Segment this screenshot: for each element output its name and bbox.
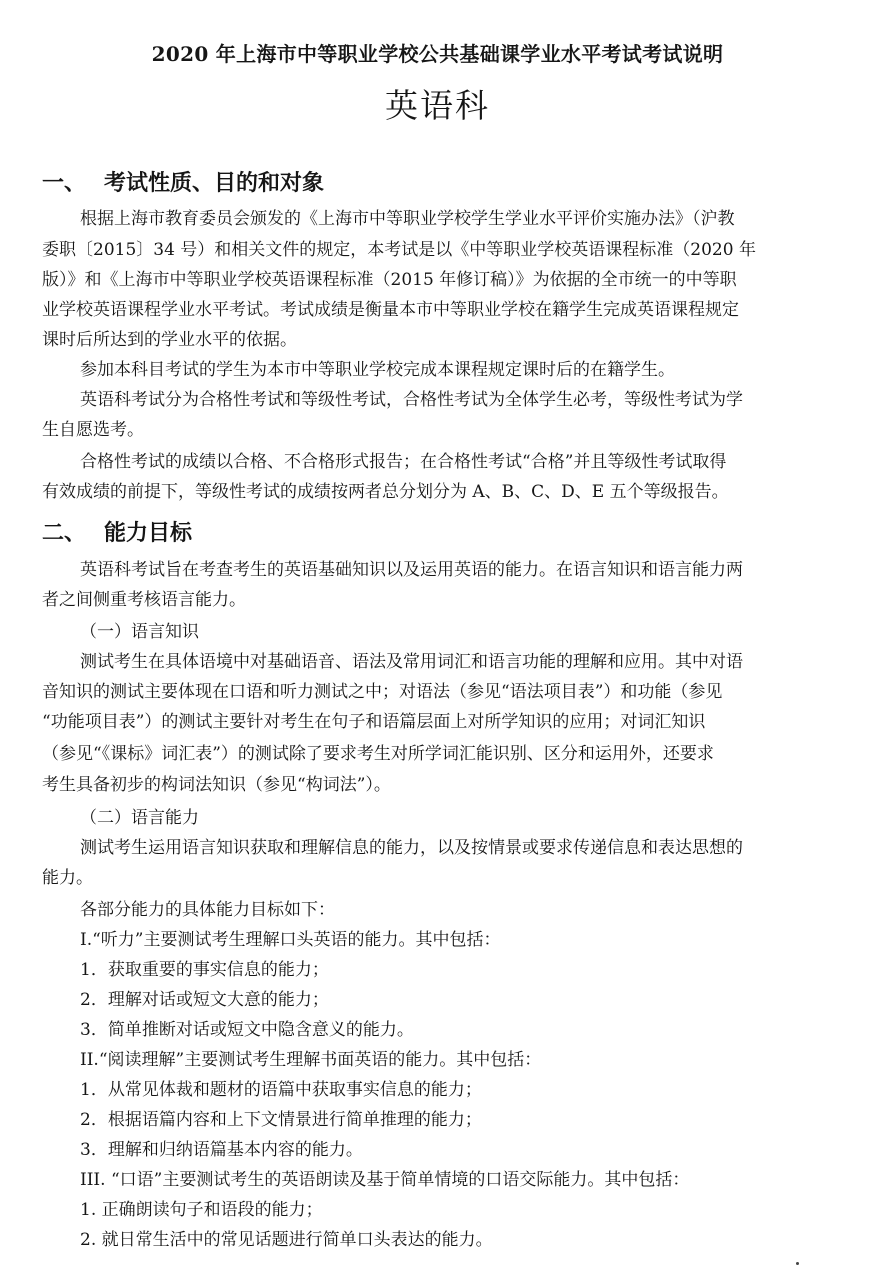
paragraph-line: 委职〔2015〕34 号）和相关文件的规定，本考试是以《中等职业学校英语课程标准（2020 年	[42, 240, 756, 260]
list-item: 1．获取重要的事实信息的能力；	[80, 960, 329, 980]
paragraph-line: 测试考生在具体语境中对基础语音、语法及常用词汇和语言功能的理解和应用。其中对语	[80, 652, 743, 672]
paragraph-line: 合格性考试的成绩以合格、不合格形式报告；在合格性考试“合格”并且等级性考试取得	[80, 452, 727, 472]
paragraph-line: （参见“《课标》词汇表”）的测试除了要求考生对所学词汇能识别、区分和运用外，还要求	[42, 744, 714, 764]
paragraph-line: 课时后所达到的学业水平的依据。	[42, 330, 297, 350]
section-1-heading	[42, 166, 324, 197]
list-item: 2. 就日常生活中的常见话题进行简单口头表达的能力。	[80, 1230, 493, 1250]
list-item: 2．根据语篇内容和上下文情景进行简单推理的能力；	[80, 1110, 482, 1130]
paragraph-line: “功能项目表”）的测试主要针对考生在句子和语篇层面上对所学知识的应用；对词汇知识	[42, 712, 706, 732]
list-item: 3．理解和归纳语篇基本内容的能力。	[80, 1140, 363, 1160]
paragraph-line: 英语科考试旨在考查考生的英语基础知识以及运用英语的能力。在语言知识和语言能力两	[80, 560, 743, 580]
list-item: 1．从常见体裁和题材的语篇中获取事实信息的能力；	[80, 1080, 482, 1100]
paragraph-line: 各部分能力的具体能力目标如下：	[80, 900, 335, 920]
section-1-number: 一、	[42, 170, 87, 196]
paragraph-line: 根据上海市教育委员会颁发的《上海市中等职业学校学生学业水平评价实施办法》（沪教	[80, 209, 735, 229]
page-mark	[796, 1262, 799, 1265]
section-1-title: 考试性质、目的和对象	[104, 170, 325, 196]
document-title: 2020 年上海市中等职业学校公共基础课学业水平考试考试说明	[151, 42, 724, 66]
paragraph-line: 版）》和《上海市中等职业学校英语课程标准（2015 年修订稿）》为依据的全市统一的中等职	[42, 270, 737, 290]
paragraph-line: 测试考生运用语言知识获取和理解信息的能力，以及按情景或要求传递信息和表达思想的	[80, 838, 743, 858]
paragraph-line: 业学校英语课程学业水平考试。考试成绩是衡量本市中等职业学校在籍学生完成英语课程规定	[42, 300, 739, 320]
list-item: 2．理解对话或短文大意的能力；	[80, 990, 329, 1010]
subsection-language-knowledge: （一）语言知识	[80, 622, 199, 642]
section-2-number: 二、	[42, 520, 87, 546]
subsection-language-ability: （二）语言能力	[80, 808, 199, 828]
paragraph-line: 能力。	[42, 868, 93, 888]
paragraph-line: 生自愿选考。	[42, 420, 144, 440]
section-2-title: 能力目标	[104, 520, 193, 546]
list-item: 1. 正确朗读句子和语段的能力；	[80, 1200, 323, 1220]
list-item: 3．简单推断对话或短文中隐含意义的能力。	[80, 1020, 414, 1040]
reading-heading: II.“阅读理解”主要测试考生理解书面英语的能力。其中包括：	[80, 1050, 542, 1070]
section-2-heading	[42, 516, 192, 547]
subject-title: 英语科	[385, 86, 490, 125]
paragraph-line: 音知识的测试主要体现在口语和听力测试之中；对语法（参见“语法项目表”）和功能（参见	[42, 682, 723, 702]
listening-heading: I.“听力”主要测试考生理解口头英语的能力。其中包括：	[80, 930, 501, 950]
paragraph-line: 英语科考试分为合格性考试和等级性考试，合格性考试为全体学生必考，等级性考试为学	[80, 390, 743, 410]
paragraph-line: 有效成绩的前提下，等级性考试的成绩按两者总分划分为 A、B、C、D、E 五个等级报告。	[42, 482, 729, 502]
paragraph-line: 者之间侧重考核语言能力。	[42, 590, 246, 610]
paragraph-line: 参加本科目考试的学生为本市中等职业学校完成本课程规定课时后的在籍学生。	[80, 360, 675, 380]
speaking-heading: III. “口语”主要测试考生的英语朗读及基于简单情境的口语交际能力。其中包括：	[80, 1170, 690, 1190]
paragraph-line: 考生具备初步的构词法知识（参见“构词法”）。	[42, 775, 391, 795]
